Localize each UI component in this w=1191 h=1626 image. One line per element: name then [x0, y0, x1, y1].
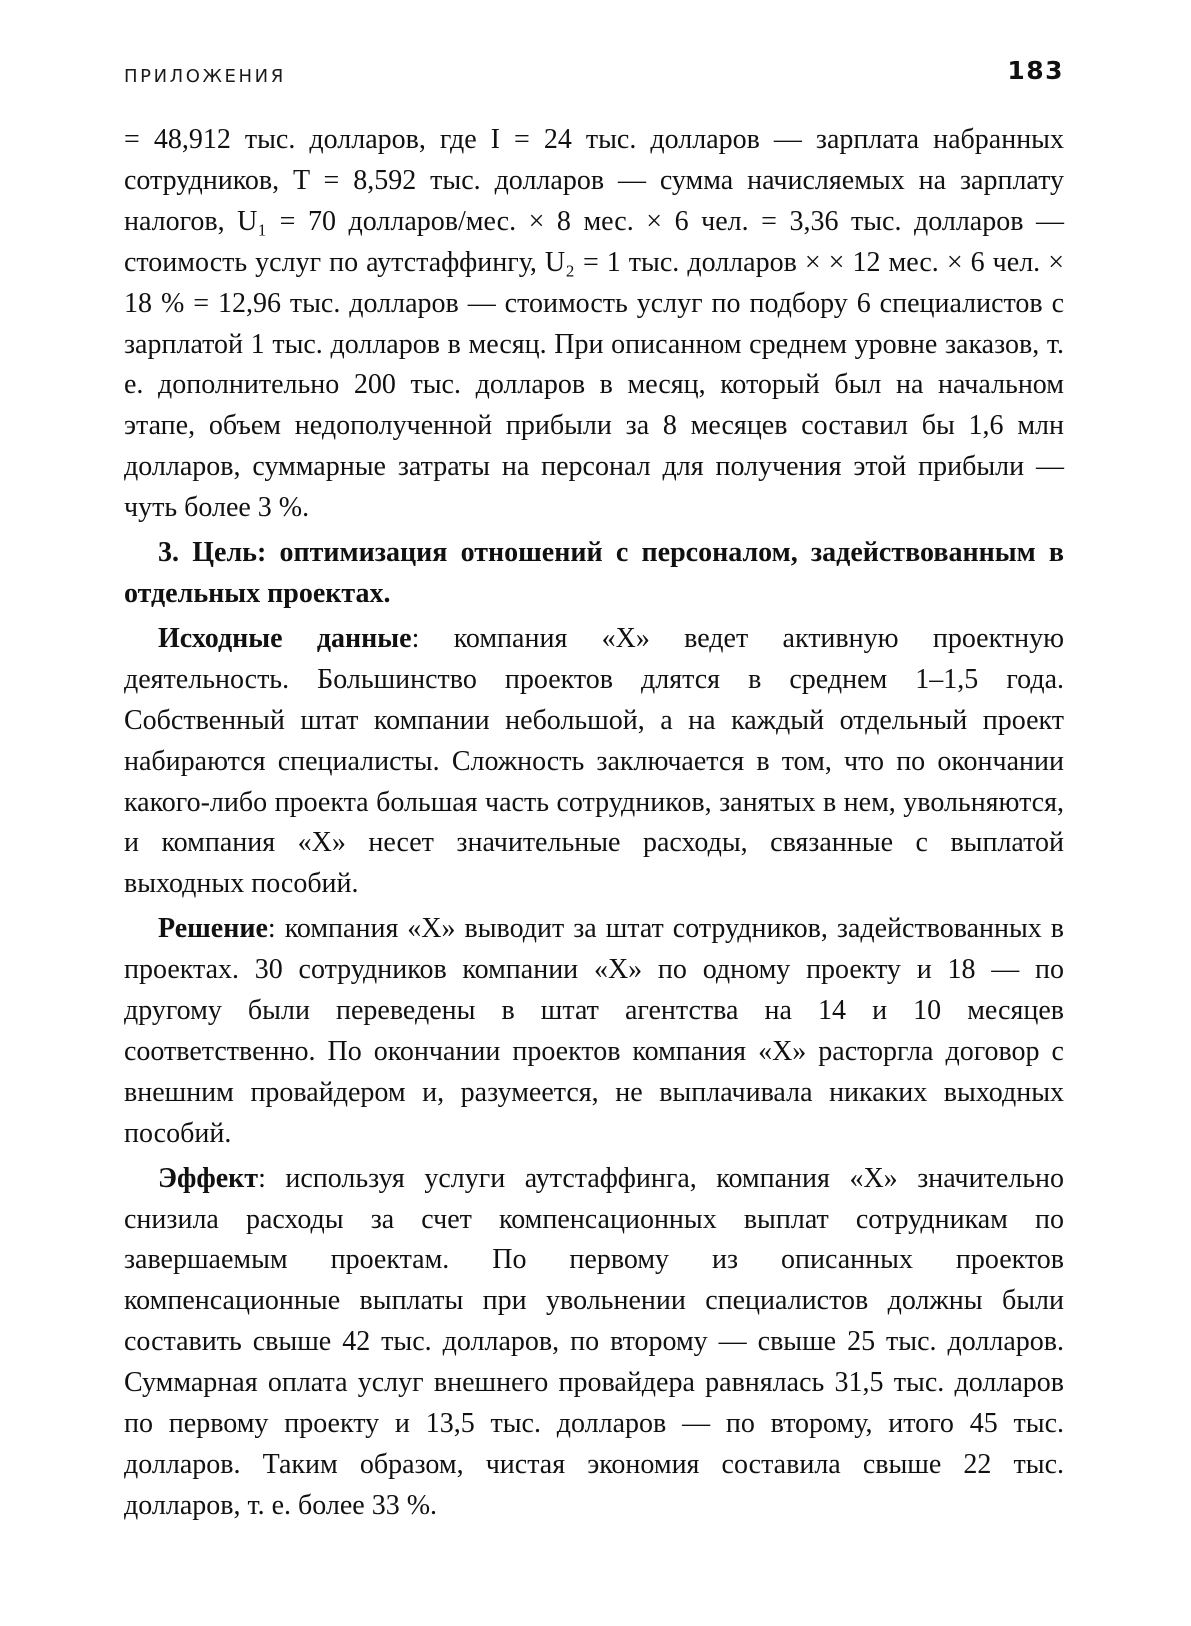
label-initial-data: Исходные данные [158, 622, 412, 654]
section-title: ПРИЛОЖЕНИЯ [124, 66, 286, 87]
book-page [124, 54, 1064, 1527]
paragraph-goal-heading: 3. Цель: оптимизация отношений с персоналом, задействованным в отдельных проектах. [124, 537, 1064, 609]
running-header [124, 54, 1064, 98]
text-solution: : компания «Х» выводит за штат сотрудников, задействованных в проектах. 30 сотрудников компании «Х» по одному проекту и 18 — по другому были переведены в штат агентства на 14 и 10 месяцев соответственно. По окончании проектов компания «Х» расторгла договор с внешним провайдером и, разумеется, не выплачивала никаких выходных пособий. [124, 913, 1064, 1149]
paragraph-effect [124, 1159, 1064, 1527]
paragraph-calculation: = 48,912 тыс. долларов, где I = 24 тыс. долларов — зарплата набранных сотрудников, T = 8,592 тыс. долларов — сумма начисляемых на зарплату налогов, U₁ = 70 долларов/мес. × 8 мес. × 6 чел. = 3,36 тыс. долларов — стоимость услуг по аутстаффингу, U₂ = 1 тыс. долларов × × 12 мес. × 6 чел. × 18 % = 12,96 тыс. долларов — стоимость услуг по подбору 6 специалистов с зарплатой 1 тыс. долларов в месяц. При описанном среднем уровне заказов, т. е. дополнительно 200 тыс. долларов в месяц, который был на начальном этапе, объем недополученной прибыли за 8 месяцев составил бы 1,6 млн долларов, суммарные затраты на персонал для получения этой прибыли — чуть более 3 %. [124, 124, 1064, 524]
paragraph-initial-data [124, 619, 1064, 905]
body-text [124, 120, 1064, 1527]
label-effect: Эффект [158, 1162, 259, 1194]
text-initial-data: : компания «Х» ведет активную проектную деятельность. Большинство проектов длятся в среднем 1–1,5 года. Собственный штат компании небольшой, а на каждый отдельный проект набираются специалисты. Сложность заключается в том, что по окончании какого-либо проекта большая часть сотрудников, занятых в нем, увольняются, и компания «Х» несет значительные расходы, связанные с выплатой выходных пособий. [124, 622, 1064, 900]
paragraph-solution [124, 909, 1064, 1154]
page-number: 183 [1007, 56, 1064, 85]
label-solution: Решение [158, 913, 268, 945]
text-effect: : используя услуги аутстаффинга, компания «Х» значительно снизила расходы за счет компенсационных выплат сотрудникам по завершаемым проектам. По первому из описанных проектов компенсационные выплаты при увольнении специалистов должны были составить свыше 42 тыс. долларов, по второму — свыше 25 тыс. долларов. Суммарная оплата услуг внешнего провайдера равнялась 31,5 тыс. долларов по первому проекту и 13,5 тыс. долларов — по второму, итого 45 тыс. долларов. Таким образом, чистая экономия составила свыше 22 тыс. долларов, т. е. более 33 %. [124, 1162, 1064, 1521]
